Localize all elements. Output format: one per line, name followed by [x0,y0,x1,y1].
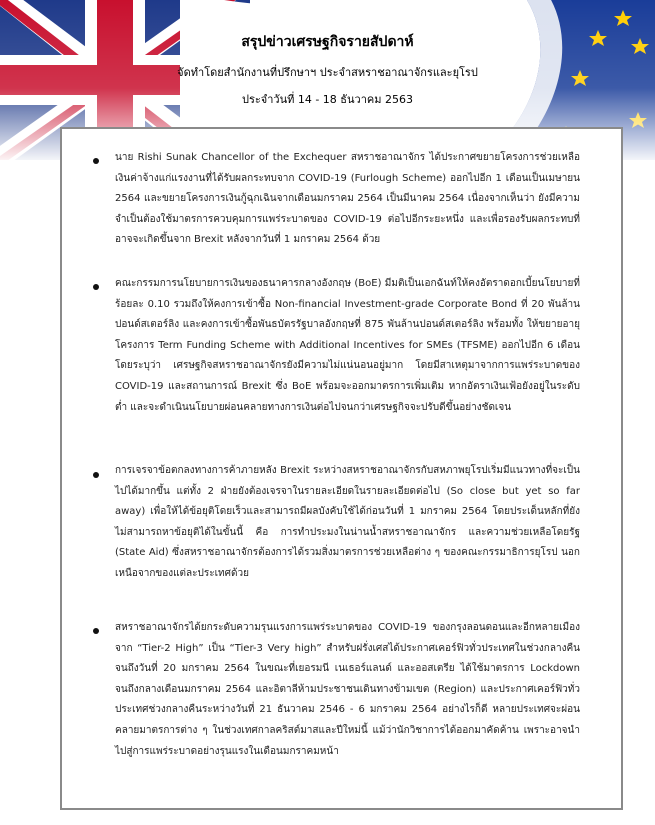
page-title: สรุปข่าวเศรษฐกิจรายสัปดาห์ [241,34,414,50]
news-item: คณะกรรมการนโยบายการเงินของธนาคารกลางอังกฤษ (BoE) มีมติเป็นเอกฉันท์ให้คงอัตราดอกเบี้ยนโยบายที่ร้อยละ 0.10 รวมถึงให้คงการเข้าซื้อ Non-financial Investment-grade Corporate Bond ที่ 20 พันล้านปอนด์สเตอร์ลิง และคงการเข้าซื้อพันธบัตรรัฐบาลอังกฤษที่ 875 พันล้านปอนด์สเตอร์ลิง พร้อมทั้ง ให้ขยายอายุโครงการ Term Funding Scheme with Additional Incentives for SMEs (TFSME) ออกไปอีก 6 เดือน โดยระบุว่า เศรษฐกิจสหราชอาณาจักรยังมีความไม่แน่นอนอยู่มาก โดยมีสาเหตุมาจากการแพร่ระบาดของ COVID-19 และสถานการณ์ Brexit ซึ่ง BoE พร้อมจะออกมาตรการเพิ่มเติม หากอัตราเงินเฟ้อยังอยู่ในระดับต่ำ และจะดำเนินนโยบายผ่อนคลายทางการเงินต่อไปจนกว่าเศรษฐกิจจะปรับดีขึ้นอย่างชัดเจน [115,278,580,413]
bullet-icon [93,284,99,290]
page-subtitle: จัดทำโดยสำนักงานที่ปรึกษาฯ ประจำสหราชอาณาจักรและยุโรป [177,66,478,79]
bullet-icon [93,472,99,478]
date-line: ประจำวันที่ 14 - 18 ธันวาคม 2563 [241,93,413,106]
news-item: สหราชอาณาจักรได้ยกระดับความรุนแรงการแพร่ระบาดของ COVID-19 ของกรุงลอนดอนและอีกหลายเมืองจาก “Tier-2 High” เป็น “Tier-3 Very high” สำหรับฝรั่งเศสได้ประกาศเคอร์ฟิวทั่วประเทศในช่วงกลางคืนจนถึงวันที่ 20 มกราคม 2564 ในขณะที่เยอรมนี เนเธอร์แลนด์ และออสเตรีย ได้ใช้มาตรการ Lockdown จนถึงกลางเดือนมกราคม 2564 และอิตาลีห้ามประชาชนเดินทางข้ามเขต (Region) และประกาศเคอร์ฟิวทั่วประเทศช่วงกลางคืนระหว่างวันที่ 21 ธันวาคม 2546 - 6 มกราคม 2564 อย่างไรก็ดี หลายประเทศจะผ่อนคลายมาตรการต่าง ๆ ในช่วงเทศกาลคริสต์มาสและปีใหม่นี้ แม้ว่านักวิชาการได้ออกมาคัดค้าน เพราะอาจนำไปสู่การแพร่ระบาดอย่างรุนแรงในเดือนมกราคมหน้า [115,622,580,757]
news-item: นาย Rishi Sunak Chancellor of the Exchequer สหราชอาณาจักร ได้ประกาศขยายโครงการช่วยเหลือเงินค่าจ้างแก่แรงงานที่ได้รับผลกระทบจาก COVID-19 (Furlough Scheme) ออกไปอีก 1 เดือนเป็นเมษายน 2564 และขยายโครงการเงินกู้ฉุกเฉินจากเดือนมกราคม 2564 เป็นมีนาคม 2564 เนื่องจากเห็นว่า ยังมีความจำเป็นต้องใช้มาตรการควบคุมการแพร่ระบาดของ COVID-19 ต่อไปอีกระยะหนึ่ง และเพื่อรองรับผลกระทบที่อาจจะเกิดขึ้นจาก Brexit หลังจากวันที่ 1 มกราคม 2564 ด้วย [115,152,580,246]
bullet-icon [93,158,99,164]
news-item: การเจรจาข้อตกลงทางการค้าภายหลัง Brexit ระหว่างสหราชอาณาจักรกับสหภาพยุโรปเริ่มมีแนวทางที่จะเป็นไปได้มากขึ้น แต่ทั้ง 2 ฝ่ายยังต้องเจรจาในรายละเอียดในรายละเอียดต่อไป (So close but yet so far away) เพื่อให้ได้ข้อยุติโดยเร็วและสามารถมีผลบังคับใช้ได้ก่อนวันที่ 1 มกราคม 2564 โดยประเด็นหลักที่ยังไม่สามารถหาข้อยุติได้ในขั้นนี้ คือ การทำประมงในน่านน้ำสหราชอาณาจักร และความช่วยเหลือโดยรัฐ (State Aid) ซึ่งสหราชอาณาจักรต้องการได้รวมสิ่งมาตรการช่วยเหลือต่าง ๆ ของคณะกรรมาธิการยุโรป นอกเหนือจากของแต่ละประเทศด้วย [115,465,580,579]
bullet-icon [93,628,99,634]
